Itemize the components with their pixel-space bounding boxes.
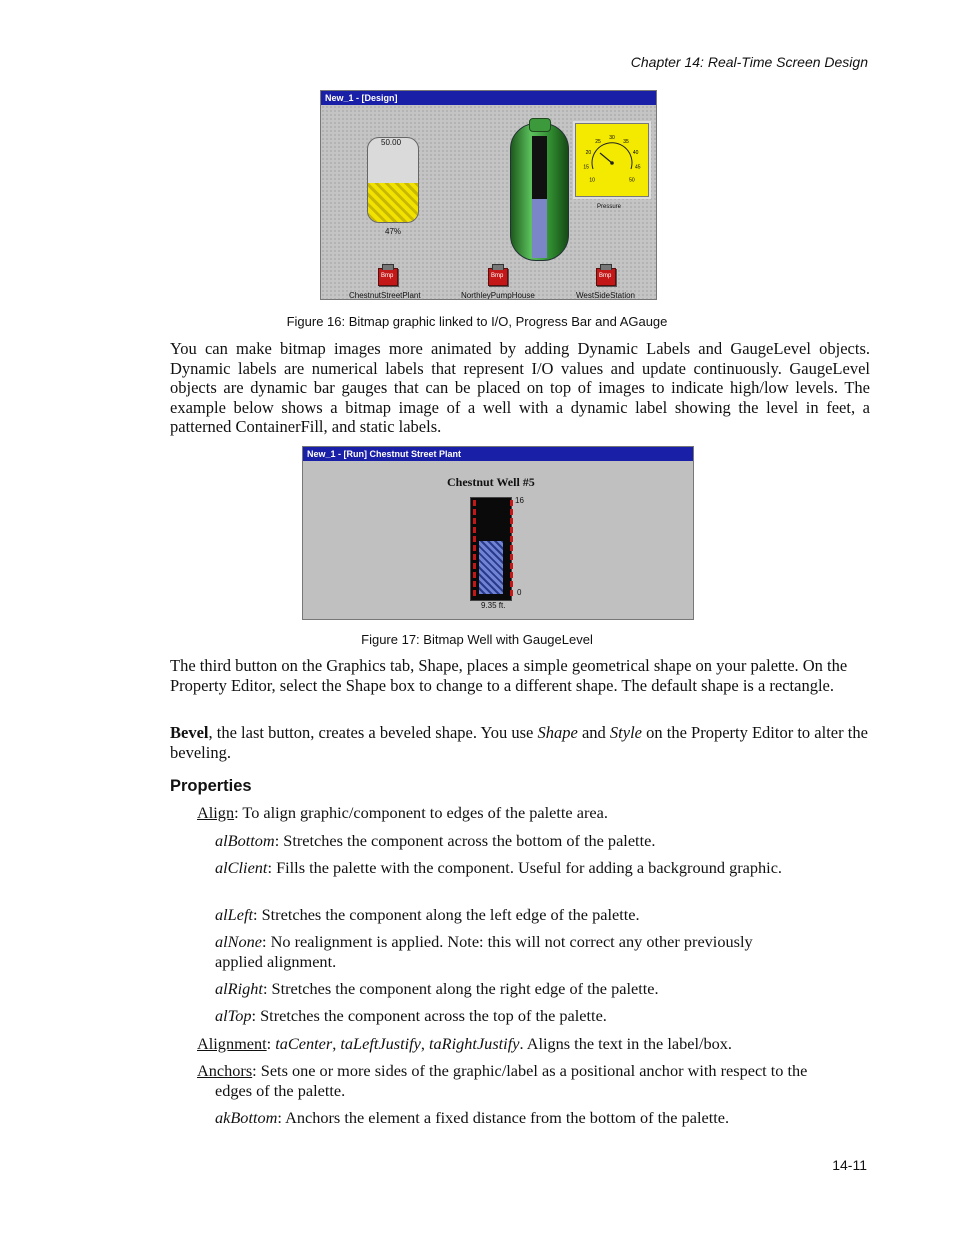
prop-term: Align [197, 803, 235, 822]
gauge-tick-label: 25 [595, 139, 601, 146]
prop-term: Alignment [197, 1034, 267, 1053]
align-item: alBottom: Stretches the component across the bottom of the palette. [215, 831, 656, 850]
align-item: alTop: Stretches the component across the top of the palette. [215, 1006, 607, 1025]
tank-cylinder [510, 123, 569, 261]
station-label-3: WestSideStation [576, 291, 635, 300]
well-scale-max: 16 [515, 496, 524, 505]
progress-bar-fill [368, 183, 418, 222]
prop-anchors: Anchors: Sets one or more sides of the graphic/label as a positional anchor with respect to the edges of the palette. [197, 1061, 808, 1100]
gauge-tick-label: 35 [623, 139, 629, 146]
progress-bottom-label: 47% [385, 227, 402, 236]
progress-bar [367, 137, 419, 223]
prop-align: Align: To align graphic/component to edges of the palette area. [197, 803, 608, 822]
well-level-fill [479, 541, 503, 594]
window-title-bar: New_1 - [Run] Chestnut Street Plant [303, 447, 693, 461]
figure-16-caption: Figure 16: Bitmap graphic linked to I/O, Progress Bar and AGauge [286, 314, 668, 329]
prop-term: Anchors [197, 1061, 253, 1080]
gauge-label: Pressure [597, 204, 622, 210]
align-item: alLeft: Stretches the component along the left edge of the palette. [215, 905, 640, 924]
station-icon-1: Bmp [378, 268, 398, 286]
progress-top-label: 50.00 [381, 138, 402, 147]
station-icon-3: Bmp [596, 268, 616, 286]
properties-heading: Properties [170, 777, 252, 795]
chapter-header: Chapter 14: Real-Time Screen Design [630, 54, 868, 70]
paragraph-dynamic-labels: You can make bitmap images more animated by adding Dynamic Labels and GaugeLevel objects. Dynamic labels are numerical labels that represent I/O values and update continuously. GaugeLevel objects are dynamic bar gauges that can be placed on top of images to indicate high/low levels. The example below shows a bitmap image of a well with a dynamic label showing the level in feet, a patterned ContainerFill, and static labels. [170, 339, 870, 436]
design-grid [321, 105, 656, 299]
gauge-tick-label: 45 [635, 164, 641, 171]
align-item: alNone: No realignment is applied. Note: this will not correct any other previously applied alignment. [215, 932, 753, 971]
well-gauge [470, 497, 512, 601]
station-label-1: ChestnutStreetPlant [349, 291, 421, 300]
gauge-dial [575, 123, 649, 197]
tank-neck [529, 118, 551, 132]
gauge-panel [573, 121, 651, 199]
tank-level-column [532, 136, 547, 258]
well-scale-min: 0 [517, 588, 522, 597]
paragraph-shape: The third button on the Graphics tab, Shape, places a simple geometrical shape on your palette. On the Property Editor, select the Shape box to change to a different shape. The default shape is a rectangle. [170, 656, 848, 695]
figure-16-design-window [320, 90, 657, 300]
paragraph-bevel: Bevel, the last button, creates a beveled shape. You use Shape and Style on the Property Editor to alter the beveling. [170, 723, 868, 762]
gauge-needle [600, 153, 612, 163]
figure-17-caption: Figure 17: Bitmap Well with GaugeLevel [361, 632, 593, 647]
prop-alignment: Alignment: taCenter, taLeftJustify, taRightJustify. Aligns the text in the label/box. [197, 1034, 732, 1053]
station-label-2: NorthleyPumpHouse [461, 291, 535, 300]
gauge-tick-label: 20 [585, 150, 592, 156]
gauge-tick-label: 40 [632, 150, 639, 156]
window-title-bar: New_1 - [Design] [321, 91, 656, 105]
anchor-item: akBottom: Anchors the element a fixed distance from the bottom of the palette. [215, 1108, 730, 1127]
well-title: Chestnut Well #5 [447, 475, 535, 489]
tank-level-fill [532, 199, 547, 258]
align-item: alClient: Fills the palette with the component. Useful for adding a background graphic. [215, 858, 783, 877]
gauge-tick-label: 50 [629, 177, 635, 184]
station-icon-2: Bmp [488, 268, 508, 286]
gauge-tick-label: 30 [609, 135, 615, 141]
align-item: alRight: Stretches the component along the right edge of the palette. [215, 979, 659, 998]
page-number: 14-11 [832, 1157, 867, 1173]
bevel-term: Bevel [170, 723, 209, 742]
gauge-tick-label: 10 [589, 177, 595, 184]
well-level-label: 9.35 ft. [481, 601, 506, 610]
gauge-tick-label: 15 [583, 164, 589, 171]
figure-17-run-window [302, 446, 694, 620]
